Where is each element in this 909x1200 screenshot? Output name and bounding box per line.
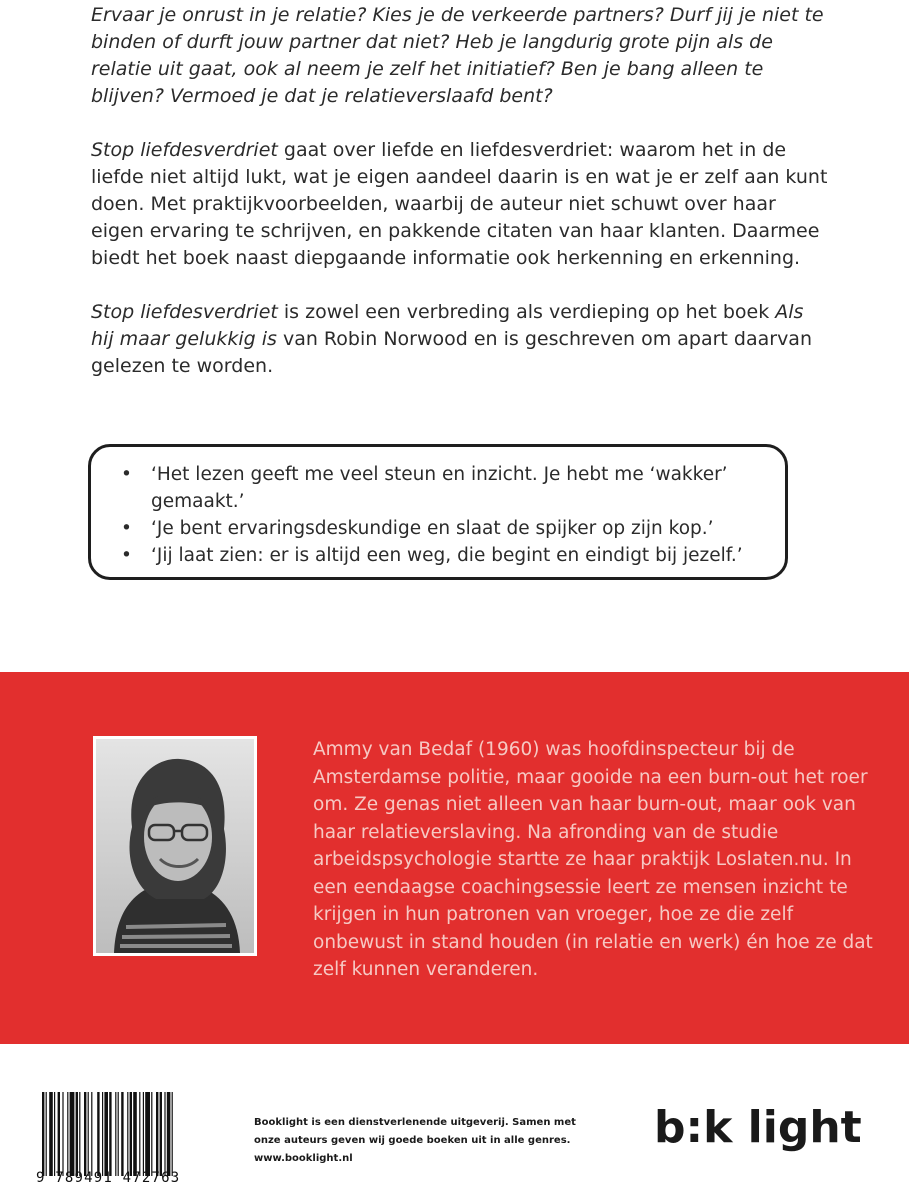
barcode-bar <box>118 1092 119 1176</box>
barcode-bar <box>139 1092 140 1176</box>
quote-item: • ‘Het lezen geeft me veel steun en inzicht. Je hebt me ‘wakker’ gemaakt.’ <box>121 461 765 515</box>
publisher-line: Booklight is een dienstverlenende uitgeverij. Samen met <box>254 1117 576 1128</box>
barcode-bar <box>102 1092 103 1176</box>
back-cover-blurb <box>91 2 831 407</box>
barcode-bar <box>109 1092 111 1176</box>
author-photo <box>93 736 257 956</box>
barcode-bars <box>42 1092 222 1176</box>
intro-comparison-text: is zowel een verbreding als verdieping op het boek <box>277 301 776 323</box>
isbn-barcode <box>36 1090 226 1200</box>
author-bio: Ammy van Bedaf (1960) was hoofdinspecteur bij de Amsterdamse politie, maar gooide na een burn-out het roer om. Ze genas niet alleen van haar burn-out, maar ook van haar relatieverslaving. Na afronding van de studie arbeidspsychologie startte ze haar praktijk Loslaten.nu. In een eendaagse coachingsessie leert ze mensen inzicht te krijgen in hun patronen van vroeger, hoe ze die zelf onbewust in stand houden (in relatie en werk) én hoe ze dat zelf kunnen veranderen. <box>313 739 873 980</box>
barcode-bar <box>79 1092 80 1176</box>
barcode-bar <box>121 1092 123 1176</box>
barcode-bar <box>143 1092 144 1176</box>
book-title-ref: Stop liefdesverdriet <box>91 139 278 161</box>
barcode-bar <box>167 1092 171 1176</box>
barcode-bar <box>145 1092 150 1176</box>
isbn-number: 9 789491 472763 <box>36 1170 181 1186</box>
related-book-title: Als hij maar gelukkig is <box>91 301 804 350</box>
barcode-bar <box>58 1092 60 1176</box>
publisher-logo: b:k light <box>654 1102 862 1153</box>
intro-description-text: gaat over liefde en liefdesverdriet: waarom het in de liefde niet altijd lukt, wat je eigen aandeel daarin is en wat je er zelf aan kunt doen. Met praktijkvoorbeelden, waarbij de auteur niet schuwt over haar eigen ervaring te schrijven, en pakkende citaten van haar klanten. Daarmee biedt het boek naast diepgaande informatie ook herkenning en erkenning. <box>91 139 828 269</box>
barcode-bar <box>115 1092 116 1176</box>
quote-list <box>121 461 765 569</box>
intro-comparison <box>91 299 831 380</box>
barcode-bar <box>160 1092 162 1176</box>
intro-comparison-end: van Robin Norwood en is geschreven om apart daarvan gelezen te worden. <box>91 328 812 377</box>
reader-quotes-box <box>88 444 788 580</box>
barcode-bar <box>91 1092 92 1176</box>
barcode-bar <box>42 1092 44 1176</box>
barcode-bar <box>62 1092 63 1176</box>
barcode-bar <box>127 1092 128 1176</box>
barcode-bar <box>133 1092 137 1176</box>
quote-item: • ‘Jij laat zien: er is altijd een weg, die begint en eindigt bij jezelf.’ <box>121 542 765 569</box>
intro-description <box>91 137 831 272</box>
barcode-bar <box>172 1092 173 1176</box>
quote-item: • ‘Je bent ervaringsdeskundige en slaat de spijker op zijn kop.’ <box>121 515 765 542</box>
barcode-bar <box>164 1092 165 1176</box>
barcode-bar <box>130 1092 132 1176</box>
intro-questions: Ervaar je onrust in je relatie? Kies je de verkeerde partners? Durf jij je niet te binden of durft jouw partner dat niet? Heb je langdurig grote pijn als de relatie uit gaat, ook al neem je zelf het initiatief? Ben je bang alleen te blijven? Vermoed je dat je relatieverslaafd bent? <box>91 4 824 107</box>
publisher-note <box>254 1114 614 1168</box>
book-title-ref-2: Stop liefdesverdriet <box>91 301 278 323</box>
barcode-bar <box>97 1092 99 1176</box>
barcode-bar <box>156 1092 158 1176</box>
barcode-bar <box>49 1092 53 1176</box>
barcode-bar <box>104 1092 108 1176</box>
barcode-bar <box>151 1092 152 1176</box>
barcode-bar <box>67 1092 68 1176</box>
publisher-website: www.booklight.nl <box>254 1153 353 1164</box>
barcode-bar <box>54 1092 55 1176</box>
barcode-bar <box>70 1092 75 1176</box>
publisher-line: onze auteurs geven wij goede boeken uit in alle genres. <box>254 1135 571 1146</box>
barcode-bar <box>84 1092 86 1176</box>
barcode-bar <box>88 1092 89 1176</box>
barcode-bar <box>76 1092 78 1176</box>
barcode-bar <box>46 1092 47 1176</box>
